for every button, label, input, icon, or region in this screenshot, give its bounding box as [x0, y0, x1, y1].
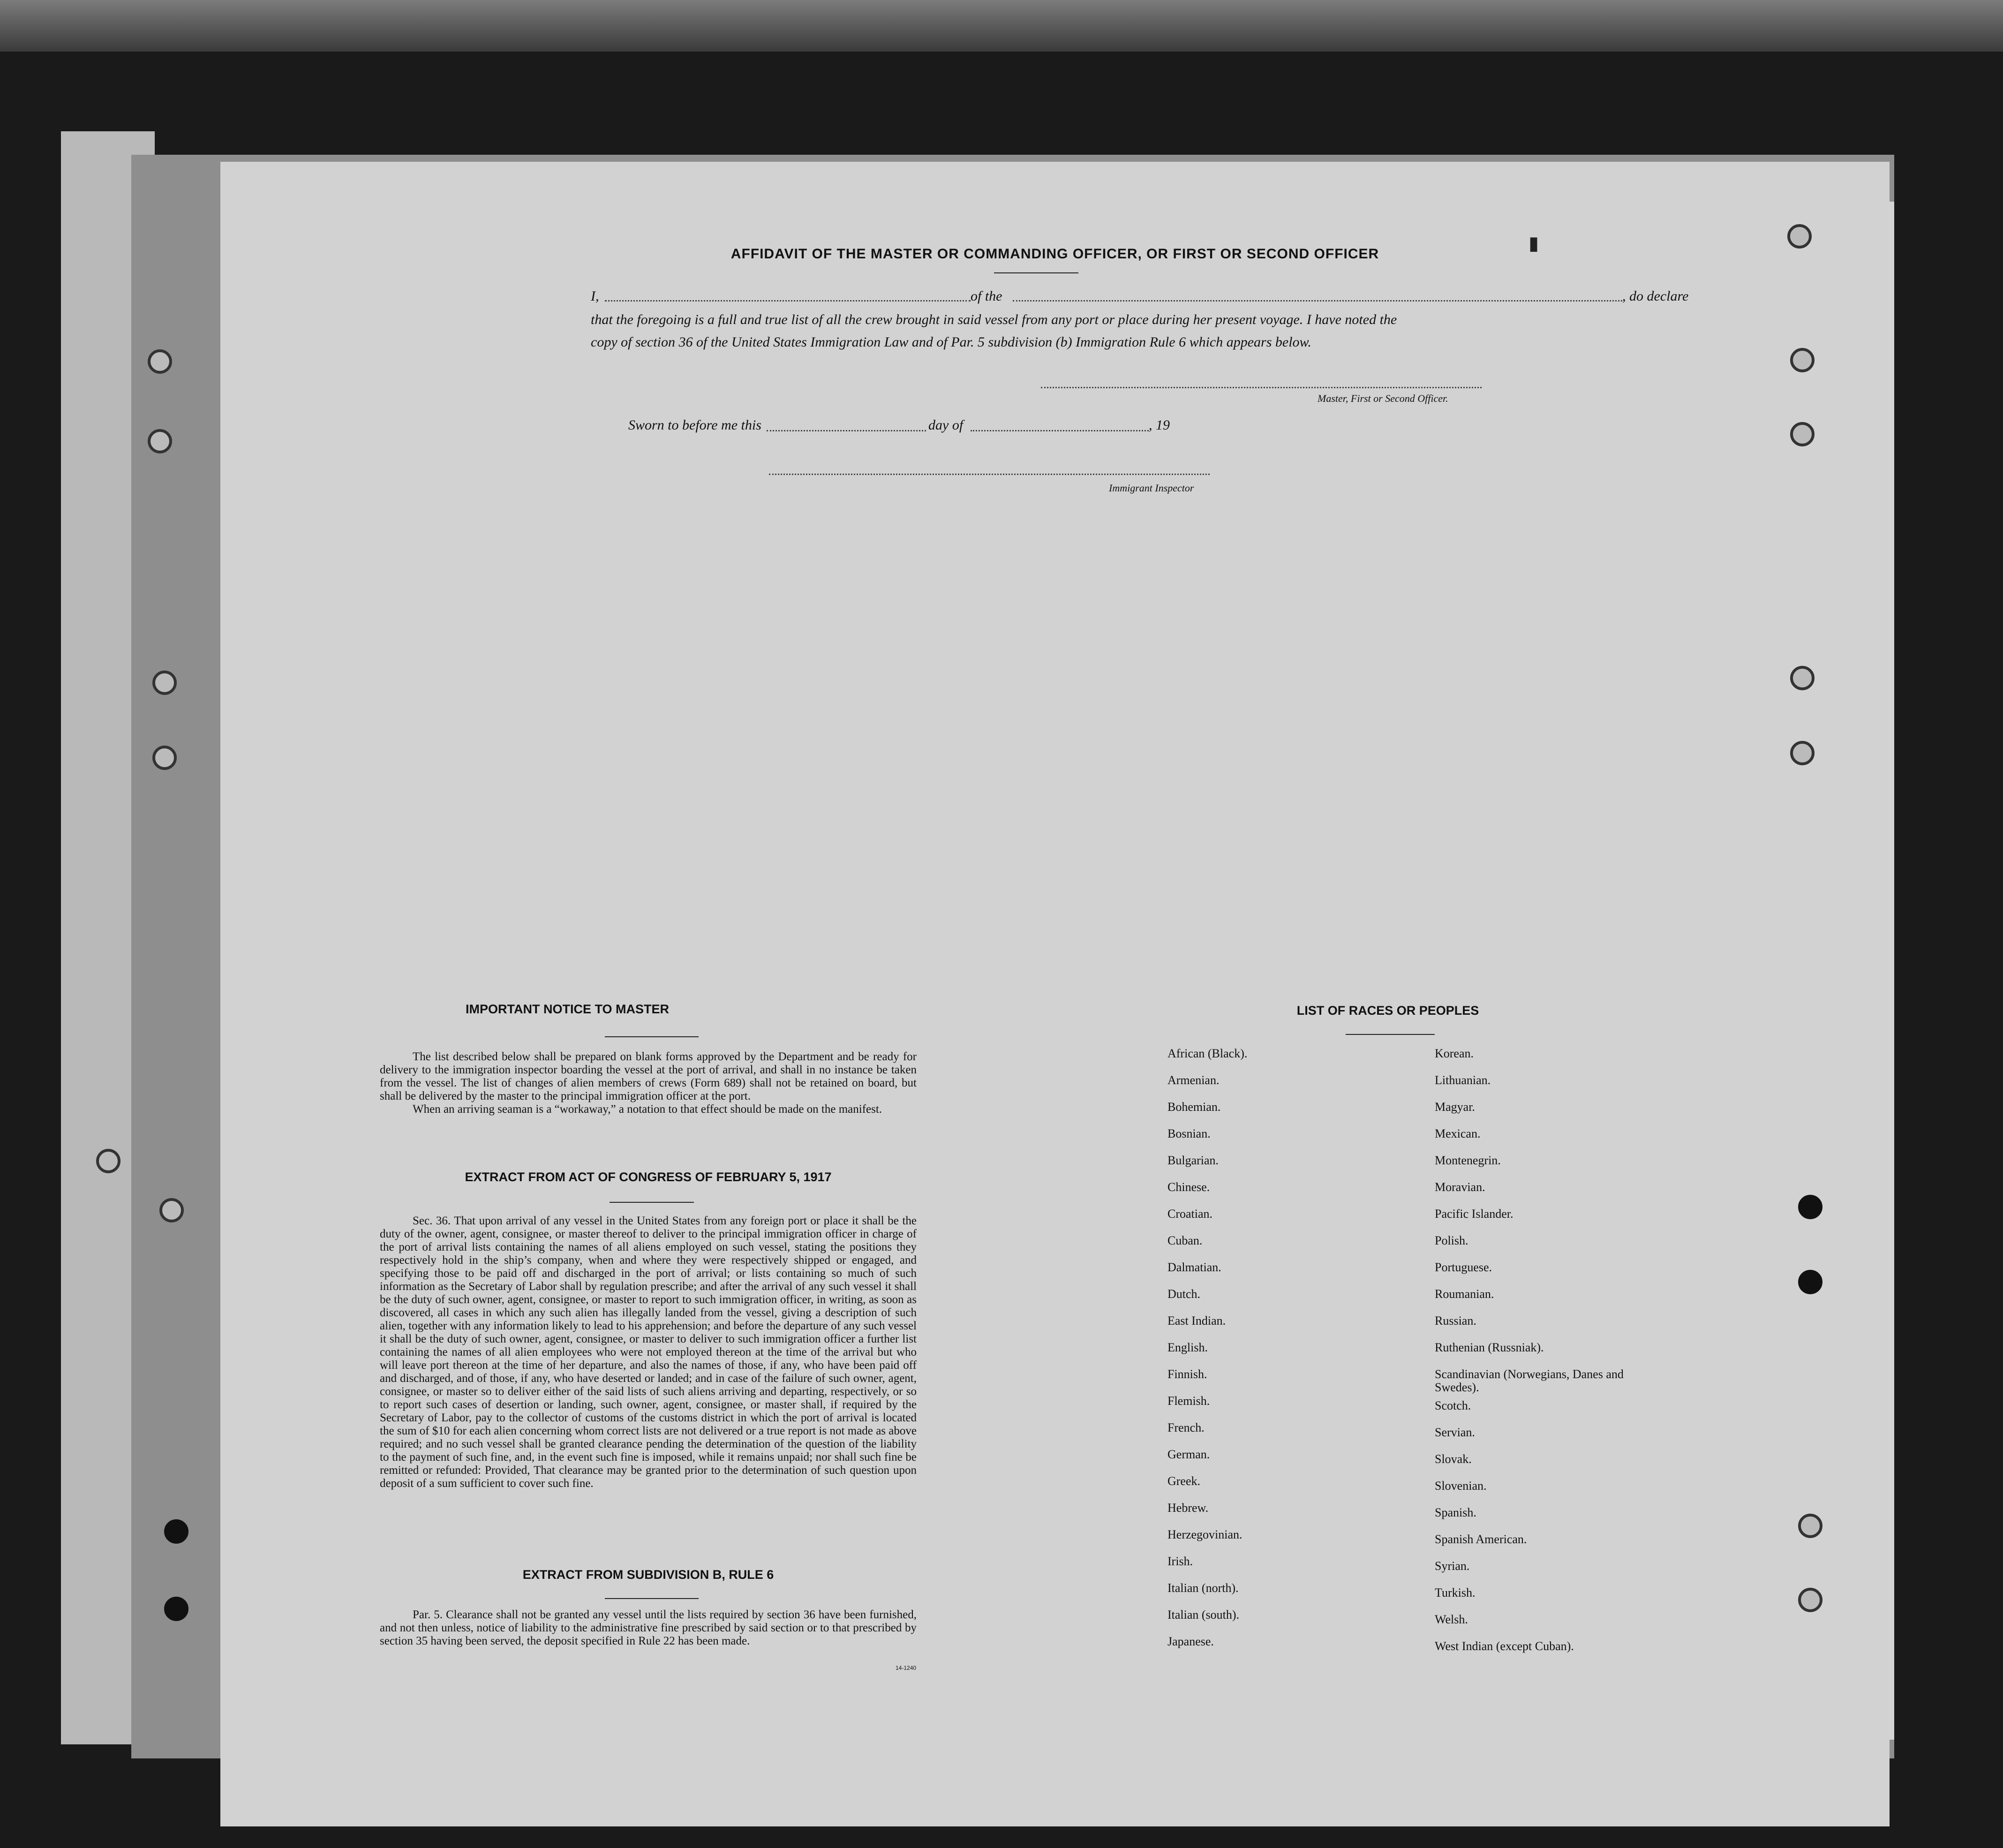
master-signature-field[interactable] [1041, 387, 1482, 388]
notice-rule [605, 1036, 699, 1037]
rule-extract-text: Par. 5. Clearance shall not be granted any vessel until the lists required by section 36 have been furnished, and not then unless, notice of liability to the administrative fine prescribed by said section or to that prescribed by section 35 having been served, the deposit specified in Rule 22 has been made. [380, 1608, 917, 1647]
page-hole-icon [1798, 1588, 1822, 1612]
affidavit-line-3: copy of section 36 of the United States Immigration Law and of Par. 5 subdivision (b) Immigration Rule 6 which appears below. [591, 334, 1311, 350]
binder-hole-icon [164, 1597, 188, 1621]
of-the-label: of the [971, 288, 1002, 304]
race-item: Polish. [1435, 1234, 1468, 1247]
page-hole-icon [1798, 1195, 1822, 1219]
page-hole-icon [1798, 1514, 1822, 1538]
act-extract-body [380, 1214, 917, 1490]
race-item: Servian. [1435, 1426, 1475, 1439]
races-left-column [1167, 1047, 1411, 1662]
binder-hole-icon [148, 429, 172, 453]
scan-border-top [0, 0, 2003, 52]
race-item: Mexican. [1435, 1127, 1481, 1140]
race-item: Scotch. [1435, 1399, 1471, 1412]
race-item: Syrian. [1435, 1559, 1470, 1573]
race-item: Slovenian. [1435, 1479, 1487, 1493]
year-label: , 19 [1149, 417, 1170, 433]
race-item: Moravian. [1435, 1180, 1485, 1194]
race-item: Croatian. [1167, 1207, 1213, 1221]
race-item: French. [1167, 1421, 1205, 1434]
binder-hole-icon [152, 671, 177, 695]
race-item: Italian (south). [1167, 1608, 1240, 1622]
page-hole-icon [1790, 666, 1815, 690]
race-item: Turkish. [1435, 1586, 1476, 1599]
races-right-column [1435, 1047, 1660, 1667]
act-extract-text: Sec. 36. That upon arrival of any vessel in the United States from any foreign port or place it shall be the duty of the owner, agent, consignee, or master thereof to deliver to the principal immigration officer in charge of the port of arrival lists containing the names of all aliens employed on such vessel, stating the positions they respectively hold in the ship’s company, when and where they were respectively shipped or engaged, and specifying those to be paid off and discharged in the port of arrival; or lists containing so much of such information as the Secretary of Labor shall by regulation prescribe; and after the arrival of any such vessel it shall be the duty of such owner, agent, consignee, or master to report to such immigration officer, in writing, as soon as discovered, all cases in which any such alien has illegally landed from the vessel, giving a description of such alien, together with any information likely to lead to his apprehension; and before the departure of any such vessel it shall be the duty of such owner, agent, consignee, or master to deliver to such immigration officer a further list containing the names of all alien employees who were not employed thereon at the time of the arrival but who will leave port thereon at the time of her departure, and also the names of those, if any, who have been paid off and discharged, and of those, if any, who have deserted or landed; and in case of the failure of such owner, agent, consignee, or master so to deliver either of the said lists of such aliens arriving and departing, respectively, or so to report such cases of desertion or landing, such owner, agent, consignee, or master shall, if required by the Secretary of Labor, pay to the collector of customs of the customs district in which the port of arrival is located the sum of $10 for each alien concerning whom correct lists are not delivered or a true report is not made as above required; and no such vessel shall be granted clearance pending the determination of the question of the liability to the payment of such fine, and, in the event such fine is imposed, while it remains unpaid; nor shall such fine be remitted or refunded: Provided, That clearance may be granted prior to the determination of such question upon deposit of a sum sufficient to cover such fine. [380, 1214, 917, 1490]
race-item: African (Black). [1167, 1047, 1248, 1060]
race-item: Flemish. [1167, 1394, 1210, 1408]
binder-hole-icon [159, 1198, 184, 1222]
race-item: Finnish. [1167, 1367, 1207, 1381]
rule-extract-rule [605, 1598, 699, 1599]
race-item: Bosnian. [1167, 1127, 1211, 1140]
page-mark: ▮ [1529, 233, 1539, 254]
page-hole-icon [1790, 741, 1815, 765]
race-item: Bohemian. [1167, 1100, 1221, 1114]
race-item: Montenegrin. [1435, 1154, 1501, 1167]
race-item: Ruthenian (Russniak). [1435, 1341, 1544, 1354]
page-hole-icon [1798, 1270, 1822, 1294]
race-item: Roumanian. [1435, 1287, 1494, 1301]
race-item: West Indian (except Cuban). [1435, 1639, 1574, 1653]
affiant-name-field[interactable] [605, 300, 971, 302]
sworn-label: Sworn to before me this [628, 417, 761, 433]
master-signature-label: Master, First or Second Officer. [1318, 392, 1448, 404]
inspector-signature-field[interactable] [769, 474, 1210, 475]
rule-extract-heading: EXTRACT FROM SUBDIVISION B, RULE 6 [522, 1568, 774, 1582]
binder-hole-icon [96, 1149, 120, 1173]
race-item: Irish. [1167, 1554, 1193, 1568]
act-extract-rule [610, 1202, 694, 1203]
sworn-date-field[interactable] [767, 430, 926, 431]
race-item: Spanish American. [1435, 1532, 1527, 1546]
race-item: Russian. [1435, 1314, 1476, 1328]
race-item: Bulgarian. [1167, 1154, 1219, 1167]
vessel-name-field[interactable] [1013, 300, 1622, 302]
notice-heading: IMPORTANT NOTICE TO MASTER [466, 1002, 669, 1016]
race-item: Slovak. [1435, 1452, 1472, 1466]
race-item: Pacific Islander. [1435, 1207, 1514, 1221]
race-item: Chinese. [1167, 1180, 1210, 1194]
race-item: Scandinavian (Norwegians, Danes and Swedes). [1435, 1367, 1624, 1394]
race-item: Dutch. [1167, 1287, 1201, 1301]
affiant-i-label: I, [591, 288, 599, 304]
races-rule [1346, 1034, 1435, 1035]
race-item: Herzegovinian. [1167, 1528, 1242, 1541]
race-item: Welsh. [1435, 1613, 1468, 1626]
notice-paragraph: When an arriving seaman is a “workaway,” a notation to that effect should be made on the manifest. [413, 1103, 882, 1116]
race-item: Lithuanian. [1435, 1073, 1491, 1087]
race-item: Cuban. [1167, 1234, 1203, 1247]
race-item: Armenian. [1167, 1073, 1220, 1087]
affidavit-title: AFFIDAVIT OF THE MASTER OR COMMANDING OFFICER, OR FIRST OR SECOND OFFICER [730, 246, 1379, 262]
race-item: Magyar. [1435, 1100, 1475, 1114]
race-item: East Indian. [1167, 1314, 1226, 1328]
binder-hole-icon [164, 1519, 188, 1544]
affidavit-page [220, 162, 1890, 1826]
rule-extract-body [380, 1608, 917, 1648]
race-item: Spanish. [1435, 1506, 1476, 1519]
day-of-label: day of [928, 417, 964, 433]
race-item: Greek. [1167, 1474, 1201, 1488]
do-declare-label: , do declare [1622, 288, 1689, 304]
sworn-month-field[interactable] [971, 430, 1149, 431]
race-item: Portuguese. [1435, 1260, 1492, 1274]
page-hole-icon [1787, 224, 1812, 249]
binder-hole-icon [148, 349, 172, 374]
race-item: Japanese. [1167, 1635, 1214, 1648]
race-item: Dalmatian. [1167, 1260, 1221, 1274]
race-item: Korean. [1435, 1047, 1474, 1060]
binder-hole-icon [152, 746, 177, 770]
act-extract-heading: EXTRACT FROM ACT OF CONGRESS OF FEBRUARY 5, 1917 [465, 1170, 832, 1184]
notice-paragraph: The list described below shall be prepared on blank forms approved by the Department and be ready for delivery to the immigration inspector boarding the vessel at the port of arrival, and shall in no instance be taken from the vessel. The list of changes of alien members of crews (Form 689) shall not be retained on board, but shall be delivered by the master to the principal immigration officer at the port. [380, 1050, 917, 1102]
race-item: Hebrew. [1167, 1501, 1209, 1515]
page-hole-icon [1790, 422, 1815, 446]
affidavit-line-2: that the foregoing is a full and true list of all the crew brought in said vessel from any port or place during her present voyage. I have noted the [591, 312, 1397, 327]
races-heading: LIST OF RACES OR PEOPLES [1296, 1003, 1479, 1018]
race-item: English. [1167, 1341, 1208, 1354]
page-hole-icon [1790, 348, 1815, 372]
inspector-signature-label: Immigrant Inspector [1109, 482, 1194, 494]
title-rule [994, 272, 1078, 273]
race-item: Italian (north). [1167, 1581, 1239, 1595]
race-item: German. [1167, 1448, 1210, 1461]
notice-body [380, 1050, 917, 1116]
form-number: 14-1240 [896, 1665, 917, 1671]
